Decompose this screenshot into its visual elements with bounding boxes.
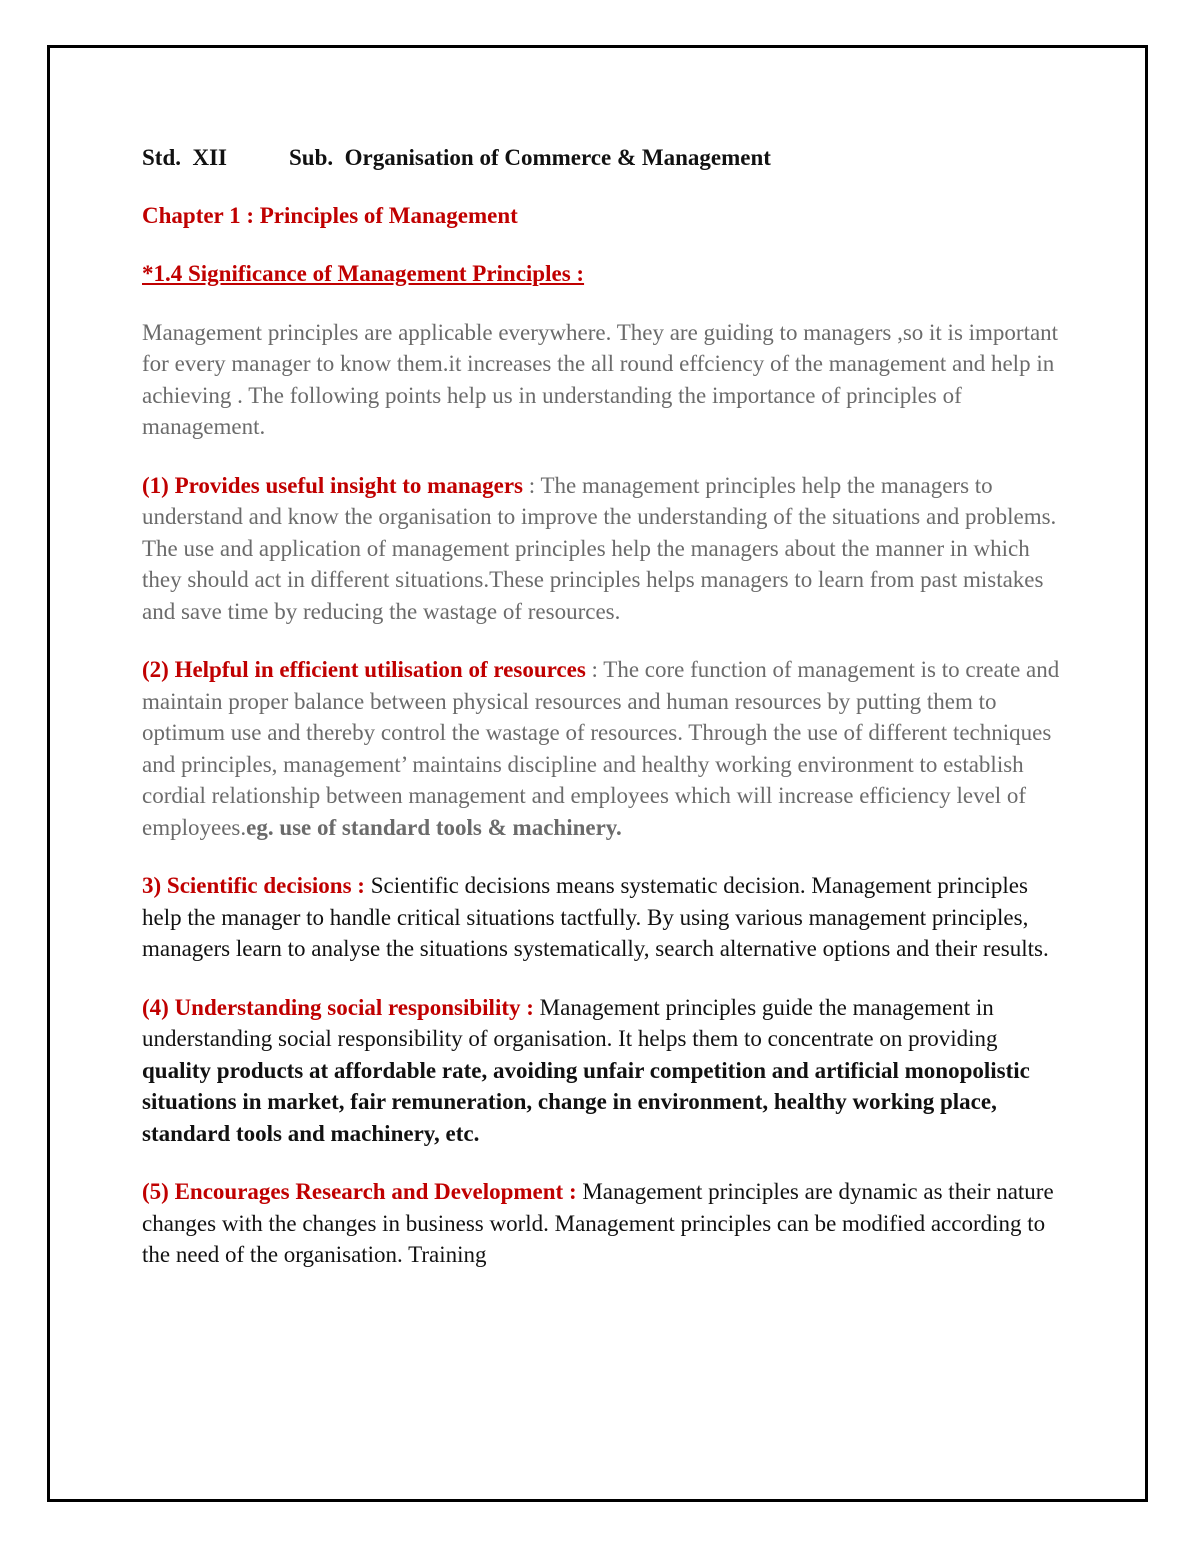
point-5-heading: (5) Encourages Research and Development : [142, 1179, 577, 1204]
point-4-body: Management principles guide the management in understanding social responsibility of organisation. It helps them to concentrate on providing [142, 994, 998, 1051]
document-body [142, 142, 1072, 1298]
point-3 [142, 870, 1072, 965]
point-1 [142, 470, 1072, 628]
point-2-heading: (2) Helpful in efficient utilisation of resources [142, 657, 586, 682]
point-1-body: The management principles help the managers to understand and know the organisation to improve the understanding of the situations and problems. The use and application of management principles help the managers about the manner in which they should act in different situations.These principles helps managers to learn from past mistakes and save time by reducing the wastage of resources. [142, 472, 1057, 624]
point-4 [142, 992, 1072, 1150]
section-title: *1.4 Significance of Management Principles : [142, 261, 585, 286]
point-4-emphasis: quality products at affordable rate, avoiding unfair competition and artificial monopolistic situations in market, fair remuneration, change in environment, healthy working place, standard tools and machinery, etc. [142, 1057, 1030, 1146]
point-2-emphasis: eg. use of standard tools & machinery. [246, 814, 622, 840]
chapter-title: Chapter 1 : Principles of Management [142, 202, 518, 228]
point-5 [142, 1176, 1072, 1271]
point-4-heading: (4) Understanding social responsibility : [142, 994, 534, 1020]
point-2-body: The core function of management is to create and maintain proper balance between physical resources and human resources by putting them to optimum use and thereby control the wastage of resources. Through the use of different techniques and principles, management’ maintains discipline and healthy working environment to establish cordial relationship between management and employees which will increase efficiency level of employees. [142, 657, 1060, 840]
standard-label: Std. XII [142, 145, 228, 170]
point-2 [142, 654, 1072, 843]
point-1-separator: : [523, 472, 541, 498]
point-5-body: Management principles are dynamic as their nature changes with the changes in business world. Management principles can be modified according to the need of the organisation. Training [142, 1179, 1054, 1267]
point-1-heading: (1) Provides useful insight to managers [142, 472, 523, 498]
point-2-separator: : [585, 657, 604, 682]
header-line [142, 142, 1072, 174]
subject-label: Sub. Organisation of Commerce & Management [289, 145, 771, 170]
point-3-body: Scientific decisions means systematic decision. Management principles help the manager to handle critical situations tactfully. By using various management principles, managers learn to analyse the situations systematically, search alternative options and their results. [142, 873, 1049, 961]
intro-paragraph: Management principles are applicable everywhere. They are guiding to managers ,so it is important for every manager to know them.it increases the all round effciency of the management and help in achieving . The following points help us in understanding the importance of principles of management. [142, 319, 1059, 439]
point-3-heading: 3) Scientific decisions : [142, 873, 365, 898]
